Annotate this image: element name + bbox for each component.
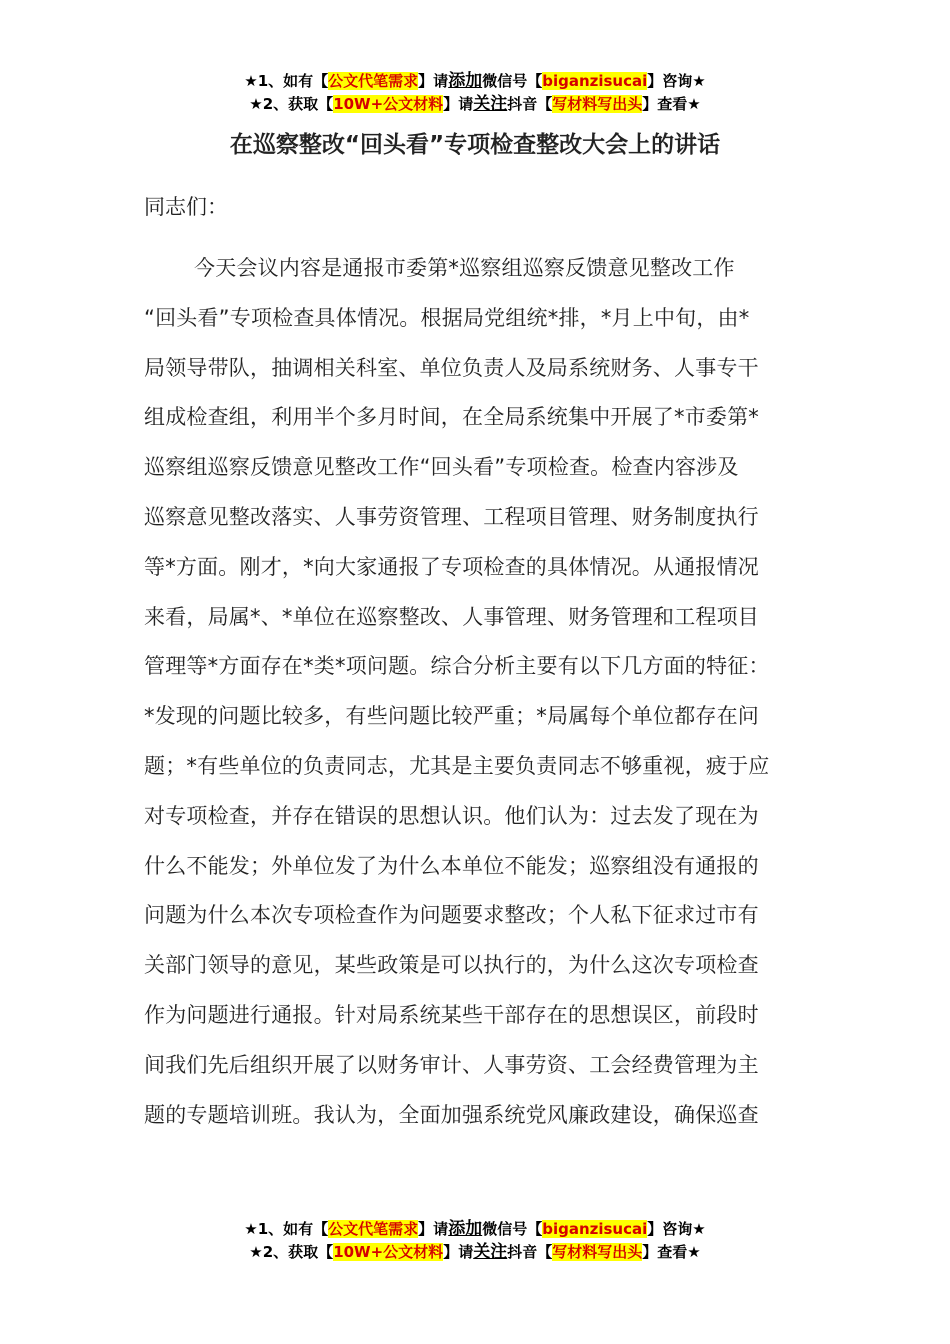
- header-banner: [0, 70, 950, 116]
- banner-line-2: [0, 1241, 950, 1264]
- banner-emphasis: 添加: [448, 1219, 483, 1239]
- banner-line-1: [0, 1218, 950, 1241]
- banner-text: ★2、获取【: [249, 95, 334, 113]
- banner-wechat-id: biganzisucai: [542, 1220, 648, 1238]
- banner-douyin-name: 写材料写出头: [552, 1243, 643, 1261]
- banner-highlight: 公文代笔需求: [328, 72, 419, 90]
- banner-line-2: [0, 93, 950, 116]
- banner-text: ★1、如有【: [244, 72, 329, 90]
- paragraph-line: 对专项检查，并存在错误的思想认识。他们认为：过去发了现在为: [144, 803, 759, 828]
- paragraph-line: 局领导带队，抽调相关科室、单位负责人及局系统财务、人事专干: [144, 355, 759, 380]
- banner-line-1: [0, 70, 950, 93]
- banner-text: 抖音【: [507, 1243, 553, 1261]
- paragraph-line: 巡察意见整改落实、人事劳资管理、工程项目管理、财务制度执行: [144, 504, 759, 529]
- paragraph-line: 来看，局属*、*单位在巡察整改、人事管理、财务管理和工程项目: [144, 604, 759, 629]
- banner-text: 】请: [418, 1220, 449, 1238]
- paragraph-line: 题的专题培训班。我认为，全面加强系统党风廉政建设，确保巡查: [144, 1102, 759, 1127]
- banner-text: 】咨询★: [647, 1220, 706, 1238]
- paragraph-line: 巡察组巡察反馈意见整改工作“回头看”专项检查。检查内容涉及: [144, 455, 739, 480]
- banner-text: 微信号【: [482, 72, 543, 90]
- banner-text: 】咨询★: [647, 72, 706, 90]
- paragraph-line: “回头看”专项检查具体情况。根据局党组统*排，*月上中旬，由*: [144, 305, 750, 330]
- paragraph-line: 管理等*方面存在*类*项问题。综合分析主要有以下几方面的特征：: [144, 654, 770, 679]
- banner-emphasis: 关注: [473, 94, 508, 114]
- salutation: 同志们：: [144, 195, 228, 219]
- banner-text: 】查看★: [642, 1243, 701, 1261]
- banner-wechat-id: biganzisucai: [542, 72, 648, 90]
- document-title: 在巡察整改“回头看”专项检查整改大会上的讲话: [229, 132, 721, 158]
- banner-highlight: 公文代笔需求: [328, 1220, 419, 1238]
- banner-text: 】请: [443, 1243, 474, 1261]
- banner-emphasis: 关注: [473, 1242, 508, 1262]
- paragraph-line: 什么不能发；外单位发了为什么本单位不能发；巡察组没有通报的: [144, 853, 759, 878]
- paragraph-line: 关部门领导的意见，某些政策是可以执行的，为什么这次专项检查: [144, 953, 759, 978]
- banner-highlight: 10W+公文材料: [333, 95, 444, 113]
- banner-text: 】请: [443, 95, 474, 113]
- paragraph-line: 问题为什么本次专项检查作为问题要求整改；个人私下征求过市有: [144, 903, 759, 928]
- banner-text: 抖音【: [507, 95, 553, 113]
- body-paragraph: [144, 250, 806, 1146]
- paragraph-line: 等*方面。刚才，*向大家通报了专项检查的具体情况。从通报情况: [144, 554, 759, 579]
- banner-text: ★1、如有【: [244, 1220, 329, 1238]
- paragraph-line: *发现的问题比较多，有些问题比较严重；*局属每个单位都存在问: [144, 704, 759, 729]
- paragraph-line: 组成检查组，利用半个多月时间，在全局系统集中开展了*市委第*: [144, 405, 759, 430]
- banner-douyin-name: 写材料写出头: [552, 95, 643, 113]
- banner-text: ★2、获取【: [249, 1243, 334, 1261]
- paragraph-line: 间我们先后组织开展了以财务审计、人事劳资、工会经费管理为主: [144, 1052, 759, 1077]
- banner-text: 微信号【: [482, 1220, 543, 1238]
- banner-text: 】查看★: [642, 95, 701, 113]
- paragraph-line: 今天会议内容是通报市委第*巡察组巡察反馈意见整改工作: [194, 256, 735, 280]
- footer-banner: [0, 1218, 950, 1264]
- banner-highlight: 10W+公文材料: [333, 1243, 444, 1261]
- banner-text: 】请: [418, 72, 449, 90]
- banner-emphasis: 添加: [448, 71, 483, 91]
- paragraph-line: 题；*有些单位的负责同志，尤其是主要负责同志不够重视，疲于应: [144, 753, 770, 778]
- paragraph-line: 作为问题进行通报。针对局系统某些干部存在的思想误区，前段时: [144, 1002, 759, 1027]
